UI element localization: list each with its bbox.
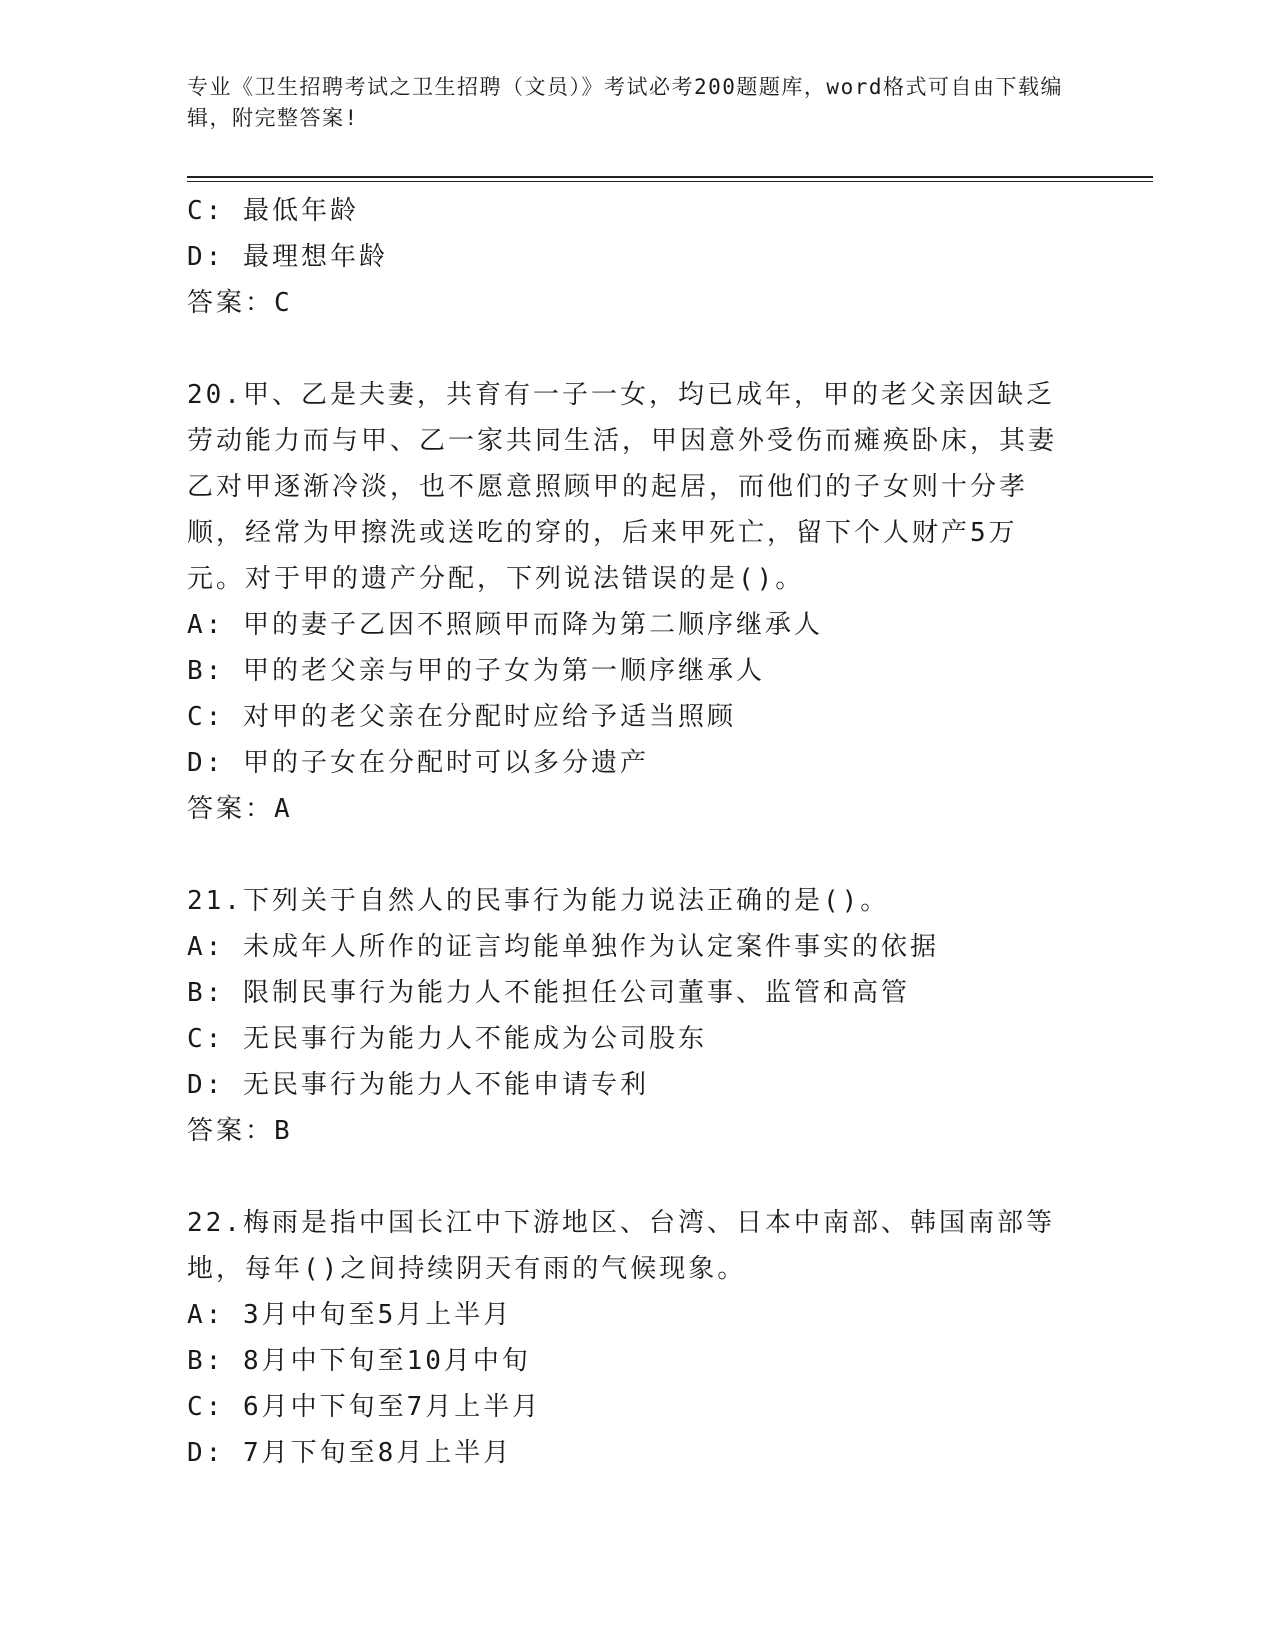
question-stem: 22.梅雨是指中国长江中下游地区、台湾、日本中南部、韩国南部等地，每年()之间持续阴天有雨的气候现象。 bbox=[187, 1208, 1055, 1284]
option-a: A: 3月中旬至5月上半月 bbox=[187, 1300, 513, 1330]
question-block-19 bbox=[187, 188, 1087, 326]
option-d: D: 无民事行为能力人不能申请专利 bbox=[187, 1070, 649, 1100]
option-a: A: 甲的妻子乙因不照顾甲而降为第二顺序继承人 bbox=[187, 610, 823, 640]
option-b: B: 甲的老父亲与甲的子女为第一顺序继承人 bbox=[187, 656, 765, 686]
option-b: B: 8月中下旬至10月中旬 bbox=[187, 1346, 531, 1376]
question-block-22 bbox=[187, 1200, 1087, 1476]
answer: 答案：A bbox=[187, 794, 293, 824]
option-c: C: 对甲的老父亲在分配时应给予适当照顾 bbox=[187, 702, 736, 732]
option-c: C: 最低年龄 bbox=[187, 196, 359, 226]
option-d: D: 7月下旬至8月上半月 bbox=[187, 1438, 513, 1468]
document-header: 专业《卫生招聘考试之卫生招聘（文员）》考试必考200题题库，word格式可自由下载编辑，附完整答案! bbox=[187, 75, 1063, 130]
spacer bbox=[187, 1154, 1087, 1200]
option-d: D: 甲的子女在分配时可以多分遗产 bbox=[187, 748, 649, 778]
option-a: A: 未成年人所作的证言均能单独作为认定案件事实的依据 bbox=[187, 932, 939, 962]
answer: 答案：C bbox=[187, 288, 293, 318]
option-d: D: 最理想年龄 bbox=[187, 242, 388, 272]
option-c: C: 无民事行为能力人不能成为公司股东 bbox=[187, 1024, 707, 1054]
option-c: C: 6月中下旬至7月上半月 bbox=[187, 1392, 542, 1422]
question-stem: 20.甲、乙是夫妻，共育有一子一女，均已成年，甲的老父亲因缺乏劳动能力而与甲、乙一家共同生活，甲因意外受伤而瘫痪卧床，其妻乙对甲逐渐冷淡，也不愿意照顾甲的起居，而他们的子女则十分孝顺，经常为甲擦洗或送吃的穿的，后来甲死亡，留下个人财产5万元。对于甲的遗产分配，下列说法错误的是()。 bbox=[187, 380, 1058, 594]
header-divider-thick bbox=[187, 176, 1153, 178]
answer: 答案：B bbox=[187, 1116, 293, 1146]
spacer bbox=[187, 832, 1087, 878]
spacer bbox=[187, 326, 1087, 372]
question-block-20 bbox=[187, 372, 1087, 832]
option-b: B: 限制民事行为能力人不能担任公司董事、监管和高管 bbox=[187, 978, 910, 1008]
question-stem: 21.下列关于自然人的民事行为能力说法正确的是()。 bbox=[187, 886, 890, 916]
header-divider-thin bbox=[187, 181, 1153, 182]
question-block-21 bbox=[187, 878, 1087, 1154]
question-content bbox=[187, 188, 1087, 1476]
